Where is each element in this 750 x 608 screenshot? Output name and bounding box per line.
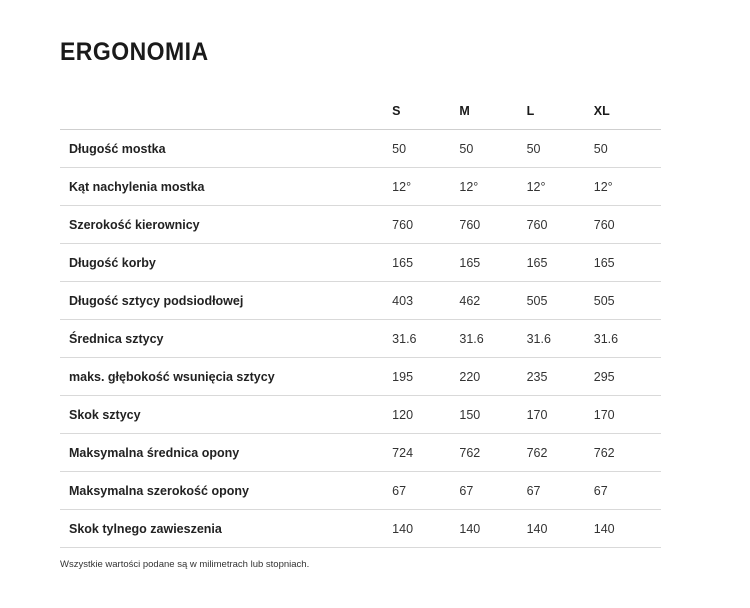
- row-label: Maksymalna średnica opony: [69, 445, 240, 460]
- row-value-xl: 140: [593, 521, 615, 536]
- row-value-m: 12°: [459, 179, 479, 194]
- units-footnote: Wszystkie wartości podane są w milimetrach lub stopniach.: [60, 559, 310, 570]
- row-value-m: 31.6: [459, 331, 484, 346]
- row-value-xl: 170: [593, 407, 615, 422]
- row-value-l: 170: [526, 407, 548, 422]
- table-row: [60, 244, 661, 282]
- row-label: Skok tylnego zawieszenia: [69, 521, 222, 536]
- table-row: [60, 168, 661, 206]
- row-value-l: 140: [526, 521, 548, 536]
- row-label: maks. głębokość wsunięcia sztycy: [69, 369, 275, 384]
- row-label: Długość sztycy podsiodłowej: [69, 293, 244, 308]
- row-value-s: 67: [392, 483, 407, 498]
- row-value-l: 12°: [526, 179, 546, 194]
- table-row: [60, 472, 661, 510]
- row-value-l: 50: [526, 141, 541, 156]
- table-row: [60, 320, 661, 358]
- table-row: [60, 206, 661, 244]
- table-row: [60, 130, 661, 168]
- table-row: [60, 434, 661, 472]
- row-value-l: 505: [526, 293, 548, 308]
- row-label: Maksymalna szerokość opony: [69, 483, 249, 498]
- row-value-m: 50: [459, 141, 474, 156]
- row-value-s: 50: [392, 141, 407, 156]
- row-label: Średnica sztycy: [69, 331, 164, 346]
- row-label: Skok sztycy: [69, 407, 141, 422]
- row-value-xl: 295: [593, 369, 615, 384]
- row-value-m: 67: [459, 483, 474, 498]
- size-header-s: S: [392, 103, 401, 118]
- row-value-s: 12°: [392, 179, 412, 194]
- row-value-xl: 67: [593, 483, 608, 498]
- row-value-s: 165: [392, 255, 414, 270]
- row-value-m: 140: [459, 521, 481, 536]
- page-title: ERGONOMIA: [60, 38, 209, 66]
- row-value-m: 462: [459, 293, 481, 308]
- row-value-s: 31.6: [392, 331, 417, 346]
- row-value-s: 760: [392, 217, 414, 232]
- size-header-xl: XL: [593, 103, 610, 118]
- row-value-l: 235: [526, 369, 548, 384]
- row-value-m: 165: [459, 255, 481, 270]
- row-label: Długość mostka: [69, 141, 166, 156]
- table-row: [60, 510, 661, 548]
- size-header-l: L: [526, 103, 535, 118]
- size-header-m: M: [459, 103, 470, 118]
- row-value-m: 762: [459, 445, 481, 460]
- table-row: [60, 358, 661, 396]
- row-value-l: 762: [526, 445, 548, 460]
- row-value-l: 165: [526, 255, 548, 270]
- row-value-s: 403: [392, 293, 414, 308]
- row-value-l: 760: [526, 217, 548, 232]
- row-value-xl: 165: [593, 255, 615, 270]
- row-value-s: 140: [392, 521, 414, 536]
- row-value-xl: 505: [593, 293, 615, 308]
- table-row: [60, 396, 661, 434]
- row-value-m: 760: [459, 217, 481, 232]
- row-value-xl: 50: [593, 141, 608, 156]
- row-value-s: 195: [392, 369, 414, 384]
- row-value-s: 724: [392, 445, 414, 460]
- row-value-l: 67: [526, 483, 541, 498]
- row-value-xl: 760: [593, 217, 615, 232]
- row-value-xl: 12°: [593, 179, 613, 194]
- row-value-m: 150: [459, 407, 481, 422]
- geometry-table: [60, 92, 661, 548]
- row-label: Szerokość kierownicy: [69, 217, 200, 232]
- row-label: Kąt nachylenia mostka: [69, 179, 205, 194]
- table-header-row: [60, 92, 661, 130]
- row-value-m: 220: [459, 369, 481, 384]
- row-label: Długość korby: [69, 255, 156, 270]
- row-value-xl: 31.6: [593, 331, 619, 346]
- row-value-s: 120: [392, 407, 414, 422]
- row-value-xl: 762: [593, 445, 615, 460]
- row-value-l: 31.6: [526, 331, 551, 346]
- table-row: [60, 282, 661, 320]
